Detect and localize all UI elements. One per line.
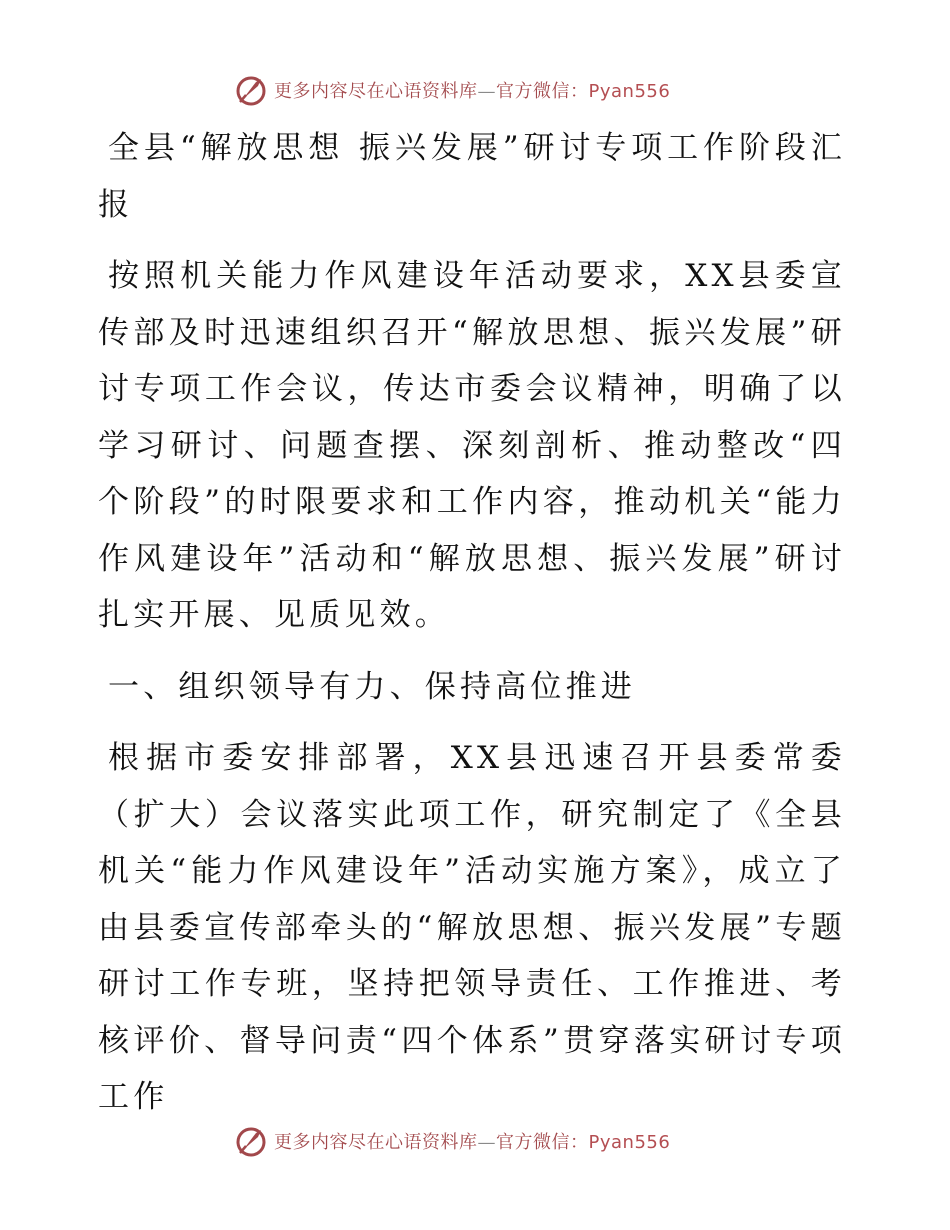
watermark-slogan: 更多内容尽在心语资料库 [274,1132,478,1153]
quill-logo-icon [234,73,268,107]
intro-paragraph: 按照机关能力作风建设年活动要求，XX县委宣传部及时迅速组织召开“解放思想、振兴发展”研讨专项工作会议，传达市委会议精神，明确了以学习研讨、问题查摆、深刻剖析、推动整改“四个阶段”的时限要求和工作内容，推动机关“能力作风建设年”活动和“解放思想、振兴发展”研讨扎实开展、见质见效。 [98,258,846,633]
watermark-header [234,72,754,108]
watermark-footer [234,1123,754,1159]
watermark-wechat-label: 官方微信： [496,1132,589,1153]
section-heading-1: 一、组织领导有力、保持高位推进 [108,668,636,705]
watermark-wechat-id: Pyan556 [588,1132,671,1153]
section-1-paragraph: 根据市委安排部署，XX县迅速召开县委常委（扩大）会议落实此项工作，研究制定了《全县机关“能力作风建设年”活动实施方案》，成立了由县委宣传部牵头的“解放思想、振兴发展”专题研讨工作专班，坚持把领导责任、工作推进、考核评价、督导问责“四个体系”贯穿落实研讨专项工作 [98,740,846,1115]
document-title: 全县“解放思想 振兴发展”研讨专项工作阶段汇报 [98,130,846,223]
watermark-separator: — [477,1132,496,1153]
watermark-text-line [274,1128,670,1154]
document-body [98,120,846,1126]
watermark-wechat-id: Pyan556 [588,81,671,102]
watermark-wechat-label: 官方微信： [496,81,589,102]
watermark-slogan: 更多内容尽在心语资料库 [274,81,478,102]
watermark-text-line [274,77,670,103]
quill-logo-icon [234,1124,268,1158]
watermark-separator: — [477,81,496,102]
